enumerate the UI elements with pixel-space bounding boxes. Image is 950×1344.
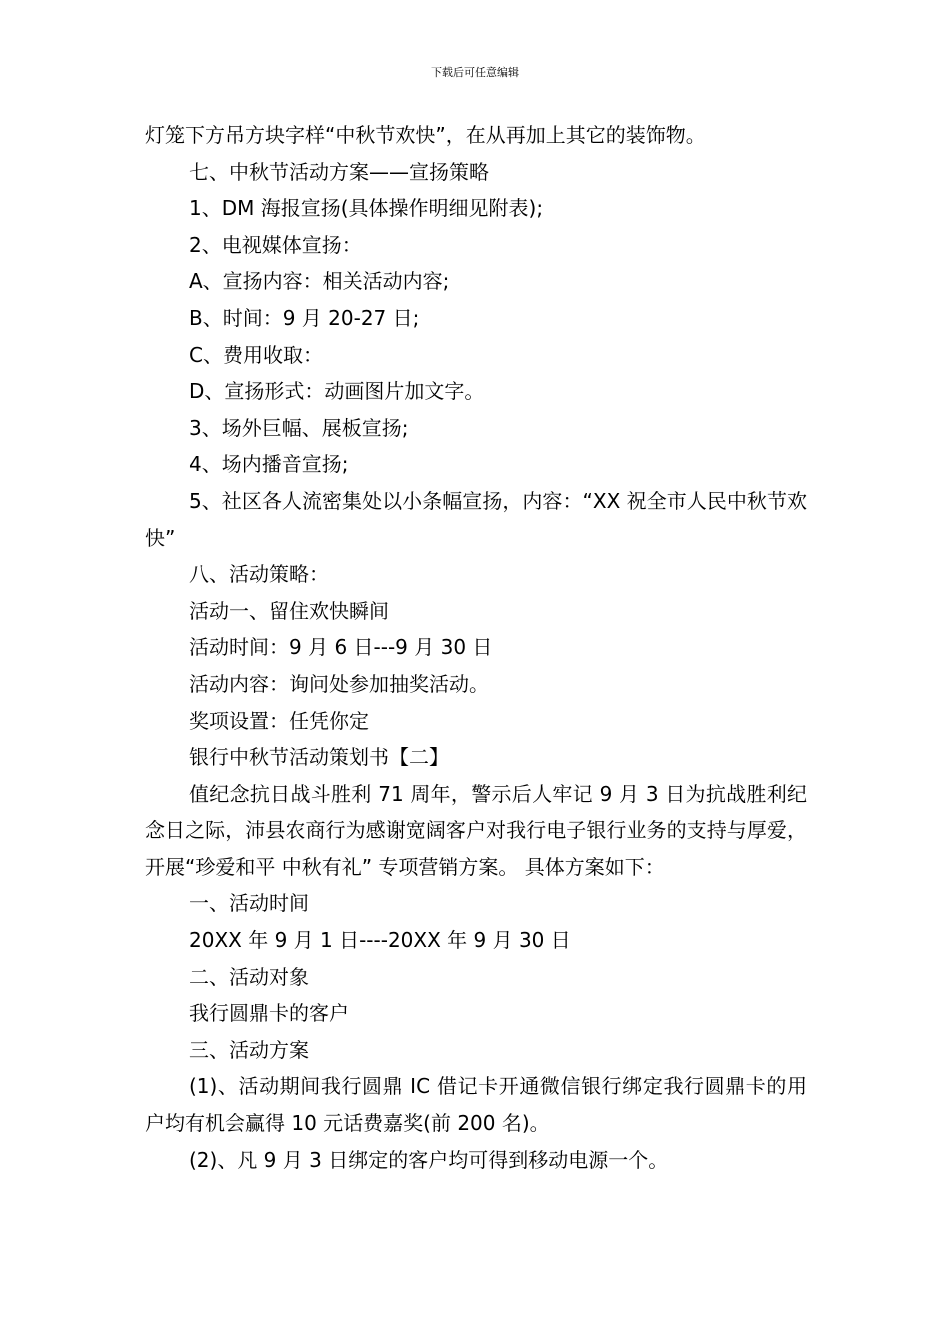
paragraph: 5、社区各人流密集处以小条幅宣扬，内容：“XX 祝全市人民中秋节欢快” — [145, 488, 807, 550]
paragraph: 活动时间：9 月 6 日---9 月 30 日 — [189, 635, 493, 660]
paragraph: 1、DM 海报宣扬(具体操作明细见附表); — [189, 196, 544, 221]
paragraph: 我行圆鼎卡的客户 — [189, 1001, 349, 1026]
paragraph: A、宣扬内容：相关活动内容; — [189, 269, 450, 294]
document-subtitle: 银行中秋节活动策划书【二】 — [189, 745, 449, 770]
page-header: 下载后可任意编辑 — [431, 66, 519, 79]
paragraph: 20XX 年 9 月 1 日----20XX 年 9 月 30 日 — [189, 928, 571, 953]
paragraph: D、宣扬形式：动画图片加文字。 — [189, 379, 485, 404]
paragraph: 值纪念抗日战斗胜利 71 周年，警示后人牢记 9 月 3 日为抗战胜利纪念日之际，沛县农商行为感谢宽阔客户对我行电子银行业务的支持与厚爱，开展“珍爱和平 中秋有礼” 专项营销方案。 具体方案如下： — [145, 781, 807, 879]
section-heading-target: 二、活动对象 — [189, 964, 309, 989]
paragraph: 灯笼下方吊方块字样“中秋节欢快”，在从再加上其它的装饰物。 — [145, 123, 706, 147]
section-heading-plan: 三、活动方案 — [189, 1037, 309, 1062]
section-heading-strategy: 八、活动策略： — [189, 562, 329, 587]
paragraph: (2)、凡 9 月 3 日绑定的客户均可得到移动电源一个。 — [189, 1147, 669, 1172]
paragraph: 2、电视媒体宣扬： — [189, 232, 362, 257]
paragraph: 奖项设置：任凭你定 — [189, 708, 369, 733]
paragraph: C、费用收取： — [189, 342, 323, 367]
paragraph: 3、场外巨幅、展板宣扬; — [189, 415, 409, 440]
paragraph: 4、场内播音宣扬; — [189, 452, 349, 477]
document-body — [145, 117, 807, 1178]
paragraph: 活动一、留住欢快瞬间 — [189, 598, 389, 623]
section-heading-publicity: 七、中秋节活动方案——宣扬策略 — [189, 159, 489, 184]
paragraph: 活动内容：询问处参加抽奖活动。 — [189, 671, 489, 696]
paragraph: (1)、活动期间我行圆鼎 IC 借记卡开通微信银行绑定我行圆鼎卡的用户均有机会赢得 10 元话费嘉奖(前 200 名)。 — [145, 1074, 807, 1136]
paragraph: B、时间：9 月 20-27 日; — [189, 305, 420, 330]
section-heading-time: 一、活动时间 — [189, 891, 309, 916]
